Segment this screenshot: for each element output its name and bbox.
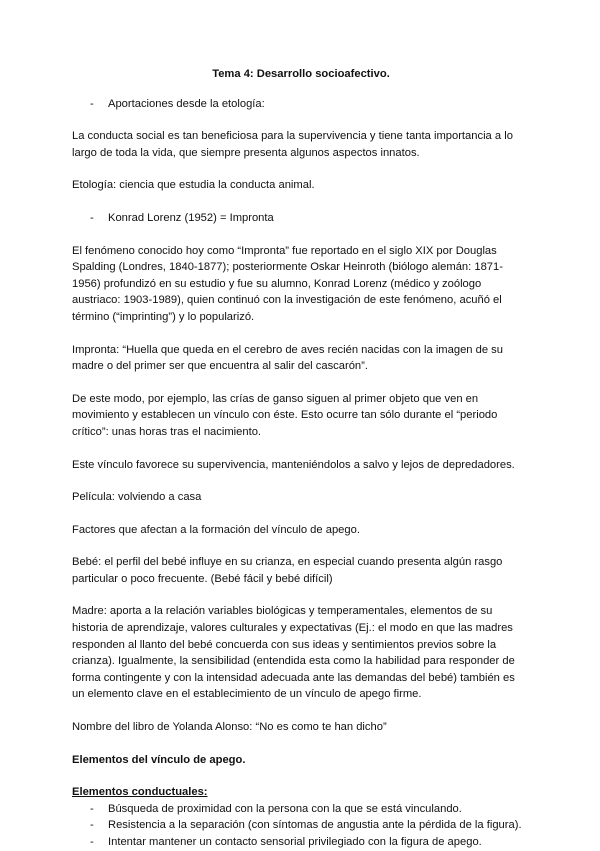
conductuales-list (72, 801, 530, 851)
paragraph-bebe: Bebé: el perfil del bebé influye en su crianza, en especial cuando presenta algún rasgo particular o poco frecuente. (Bebé fácil y bebé difícil) (72, 556, 503, 585)
list-item (72, 801, 530, 818)
paragraph-factores: Factores que afectan a la formación del vínculo de apego. (72, 523, 360, 536)
dash-bullet: - (90, 97, 94, 110)
bullet-item-lorenz (72, 210, 530, 227)
bullet-text: Konrad Lorenz (1952) = Impronta (108, 211, 274, 224)
dash-bullet: - (90, 211, 94, 224)
paragraph-gansos: De este modo, por ejemplo, las crías de ganso siguen al primer objeto que ven en movimiento y establecen un vínculo con éste. Esto ocurre tan sólo durante el “periodo crítico”: unas horas tras el nacimiento. (72, 392, 498, 438)
list-item (72, 817, 530, 834)
document-title: Tema 4: Desarrollo socioafectivo. (212, 68, 390, 80)
paragraph-conducta-social: La conducta social es tan beneficiosa para la supervivencia y tiene tanta importancia a lo largo de toda la vida, que siempre presenta algunos aspectos innatos. (72, 130, 513, 159)
list-item-text: Intentar mantener un contacto sensorial privilegiado con la figura de apego. (108, 836, 482, 848)
list-item-text: Resistencia a la separación (con síntomas de angustia ante la pérdida de la figura). (108, 819, 522, 832)
list-item (72, 834, 530, 851)
paragraph-vinculo: Este vínculo favorece su supervivencia, manteniéndolos a salvo y lejos de depredadores. (72, 458, 515, 471)
paragraph-libro: Nombre del libro de Yolanda Alonso: “No es como te han dicho” (72, 721, 387, 734)
paragraph-impronta: Impronta: “Huella que queda en el cerebro de aves recién nacidas con la imagen de su madre o del primer ser que encuentra al salir del cascarón”. (72, 343, 503, 373)
paragraph-pelicula: Película: volviendo a casa (72, 491, 202, 504)
bullet-text: Aportaciones desde la etología: (108, 97, 265, 110)
bullet-item-aportaciones (72, 96, 530, 113)
dash-bullet: - (90, 819, 94, 832)
section-heading-elementos: Elementos del vínculo de apego. (72, 753, 246, 766)
dash-bullet: - (90, 836, 94, 848)
subheading-conductuales: Elementos conductuales: (72, 786, 208, 799)
paragraph-fenomeno: El fenómeno conocido hoy como “Impronta” fue reportado en el siglo XIX por Douglas Spalding (Londres, 1840-1877); posteriormente Oskar Heinroth (biólogo alemán: 1871-1956) profundizó en su estudio y fue su alumno, Konrad Lorenz (médico y zoólogo austriaco: 1903-1989), quien continuó con la investigación de este fenómeno, acuñó el término (“imprinting”) y lo popularizó. (72, 244, 503, 323)
paragraph-etologia: Etología: ciencia que estudia la conducta animal. (72, 179, 315, 192)
paragraph-madre: Madre: aporta a la relación variables biológicas y temperamentales, elementos de su historia de aprendizaje, valores culturales y expectativas (Ej.: el modo en que las madres responden al llanto del bebé concuerda con sus ideas y sentimientos previos sobre la crianza). Igualmente, la sensibilidad (entendida esta como la habilidad para responder de forma contingente y con la intensidad adecuada ante las demandas del bebé) también es un elemento clave en el establecimiento de un vínculo de apego firme. (72, 605, 515, 701)
list-item-text: Búsqueda de proximidad con la persona con la que se está vinculando. (108, 802, 462, 815)
dash-bullet: - (90, 802, 94, 815)
